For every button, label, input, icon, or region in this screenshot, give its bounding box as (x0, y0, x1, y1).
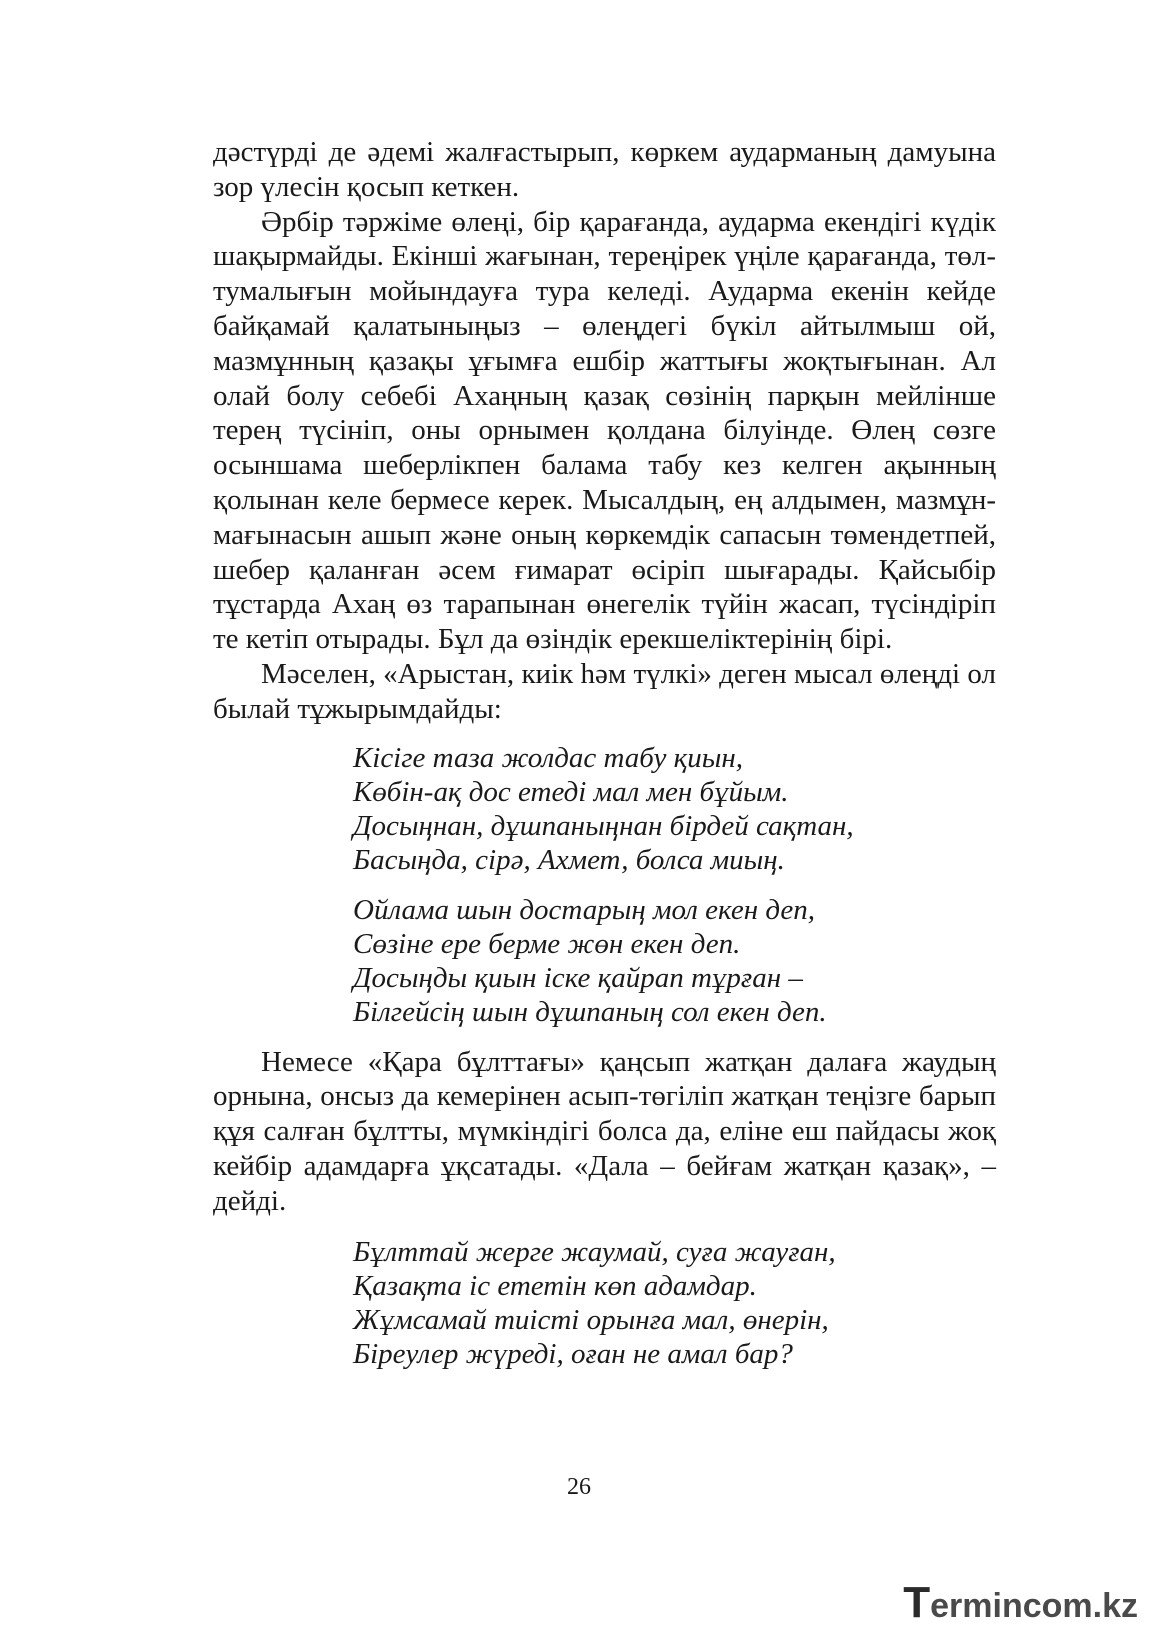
poem-line: Қазақта іс ететін көп адамдар. (353, 1269, 757, 1302)
watermark-logo-initial: T (903, 1578, 931, 1627)
poem-line: Досыңнан, дұшпаныңнан бірдей сақтан, (353, 809, 854, 842)
poem-line: Кісіге таза жолдас табу қиын, (353, 741, 743, 774)
paragraph-1: дәстүрді де әдемі жалғастырып, көркем аударманың дамуына зор үлесін қосып кеткен. (213, 136, 996, 203)
poem-line: Басыңда, сірә, Ахмет, болса миың. (353, 843, 785, 876)
poem-line: Білгейсің шын дұшпаның сол екен деп. (353, 995, 827, 1028)
poem-line: Көбін-ақ дос етеді мал мен бұйым. (353, 775, 789, 808)
poem-line: Жұмсамай тиісті орынға мал, өнерін, (353, 1303, 829, 1336)
poem-stanza-3 (213, 1235, 996, 1371)
poem-line: Досыңды қиын іске қайрап тұрған – (353, 961, 803, 994)
paragraph-3: Мәселен, «Арыстан, киік һәм түлкі» деген мысал өлеңді ол былай тұжырымдайды: (213, 657, 996, 725)
poem-line: Ойлама шын достарың мол екен деп, (353, 893, 816, 926)
page-number: 26 (567, 1474, 591, 1500)
poem-stanza-2 (213, 893, 996, 1029)
paragraph-4: Немесе «Қара бұлттағы» қаңсып жатқан далаға жаудың орнына, онсыз да кемерінен асып-төгіліп жатқан теңізге барып құя салған бұлтты, мүмкіндігі болса да, еліне еш пайдасы жоқ кейбір адамдарға ұқсатады. «Дала – бейғам жатқан қазақ», – дейді. (213, 1045, 996, 1217)
paragraph-2: Әрбір тәржіме өлеңі, бір қарағанда, аударма екендігі күдік шақырмайды. Екінші жағынан, тереңірек үңіле қарағанда, төл-тумалығын мойындауға тура келеді. Аударма екенін кейде байқамай қалатыныңыз – өлеңдегі бүкіл айтылмыш ой, мазмұнның қазақы ұғымға ешбір жаттығы жоқтығынан. Ал олай болу себебі Ахаңның қазақ сөзінің парқын мейлінше терең түсініп, оны орнымен қолдана білуінде. Өлең сөзге осыншама шеберлікпен балама табу кез келген ақынның қолынан келе бермесе керек. Мысалдың, ең алдымен, мазмұн-мағынасын ашып және оның көркемдік сапасын төмендетпей, шебер қаланған әсем ғимарат өсіріп шығарады. Қайсыбір тұстарда Ахаң өз тарапынан өнегелік түйін жасап, түсіндіріп те кетіп отырады. Бұл да өзіндік ерекшеліктерінің бірі. (213, 205, 996, 656)
page-body (213, 135, 996, 1371)
poem-line: Бұлттай жерге жаумай, суға жауған, (353, 1235, 836, 1268)
poem-line: Сөзіне ере берме жөн екен деп. (353, 927, 741, 960)
watermark-logo (903, 1578, 1138, 1628)
poem-line: Біреулер жүреді, оған не амал бар? (353, 1337, 793, 1370)
watermark-logo-text: ermincom.kz (930, 1587, 1138, 1625)
poem-stanza-1 (213, 741, 996, 877)
